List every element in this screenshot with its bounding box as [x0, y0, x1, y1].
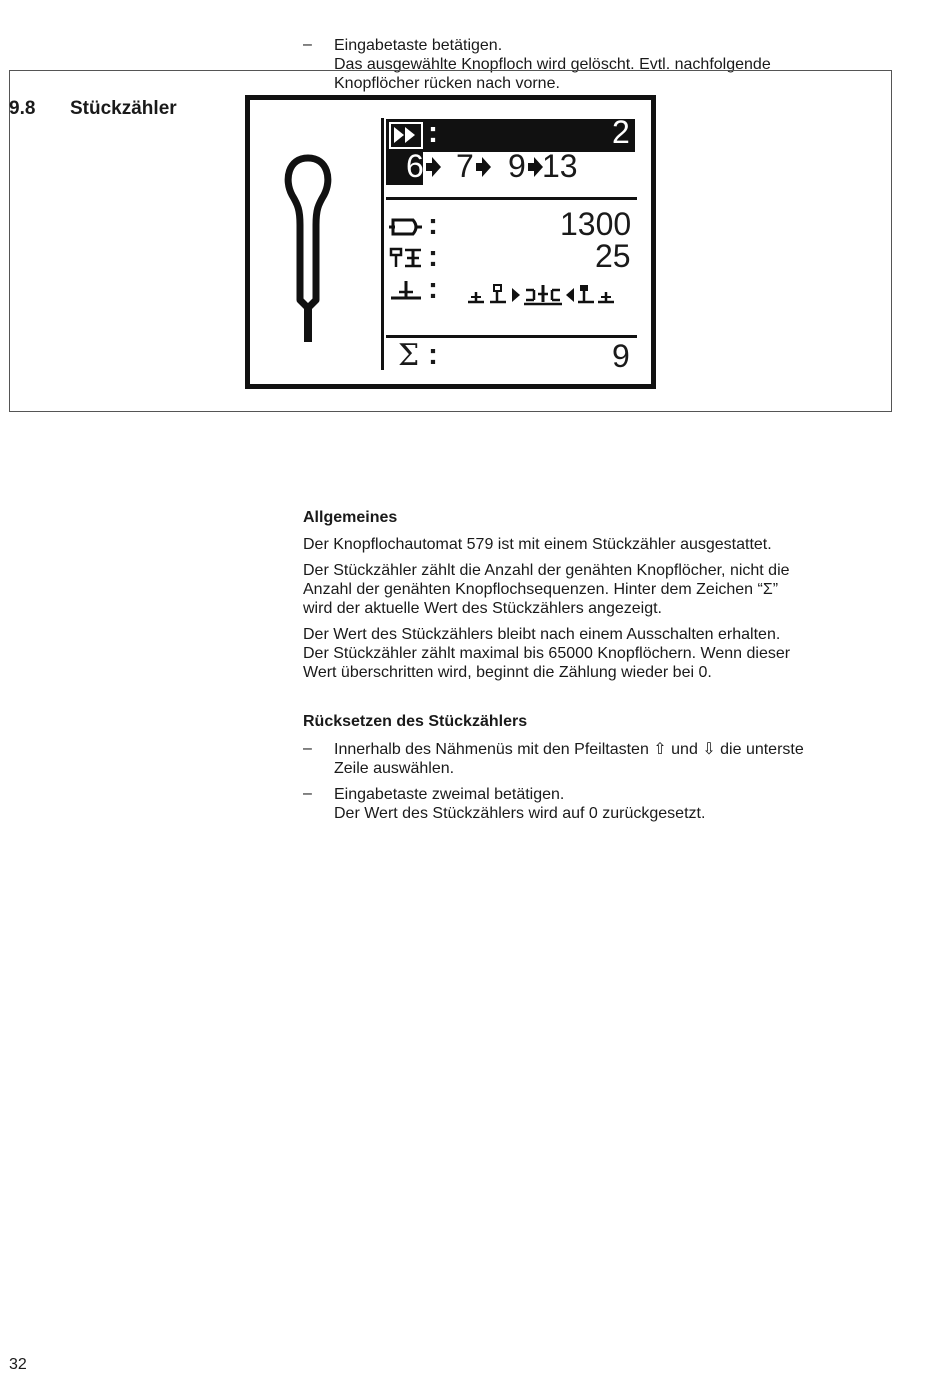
sequence-item: 9	[508, 148, 526, 184]
sequence-item: 7	[456, 148, 474, 184]
colon: :	[428, 272, 438, 305]
arrow-right-icon	[476, 156, 492, 178]
motor-speed-icon	[389, 216, 423, 238]
heading-reset: Rücksetzen des Stückzählers	[303, 713, 528, 730]
paragraph-line: wird der aktuelle Wert des Stückzählers angezeigt.	[303, 600, 662, 617]
paragraph: Der Knopflochautomat 579 ist mit einem Stückzähler ausgestattet.	[303, 536, 772, 553]
buttonhole-icon	[278, 150, 338, 345]
arrow-right-icon	[426, 156, 442, 178]
sequence-count: 2	[612, 114, 630, 150]
needle-sequence-icons	[466, 282, 616, 308]
step-line: Zeile auswählen.	[334, 760, 455, 777]
step-line: Eingabetaste zweimal betätigen.	[334, 786, 565, 803]
list-dash: –	[303, 36, 312, 53]
step-line: Innerhalb des Nähmenüs mit den Pfeiltasten ⇧ und ⇩ die unterste	[334, 741, 804, 758]
speed-value: 1300	[560, 206, 632, 242]
lcd-display	[245, 95, 656, 389]
paragraph-line: Anzahl der genähten Knopflochsequenzen. Hinter dem Zeichen “Σ”	[303, 581, 779, 598]
stitch-value: 25	[595, 238, 631, 274]
list-dash: –	[303, 785, 312, 802]
stitch-count-icon	[389, 247, 423, 269]
colon: :	[428, 240, 438, 273]
sum-value: 9	[612, 338, 630, 374]
instruction-line: Das ausgewählte Knopfloch wird gelöscht. Evtl. nachfolgende	[334, 56, 771, 73]
divider-horizontal	[386, 197, 637, 200]
list-dash: –	[303, 740, 312, 757]
sequence-icon	[389, 122, 425, 149]
paragraph-line: Wert überschritten wird, beginnt die Zählung wieder bei 0.	[303, 664, 712, 681]
page-number: 32	[9, 1356, 27, 1373]
paragraph-line: Der Stückzähler zählt die Anzahl der genähten Knopflöcher, nicht die	[303, 562, 790, 579]
section-title: Stückzähler	[70, 98, 177, 119]
reset-step-2	[334, 785, 705, 823]
instruction-line: Eingabetaste betätigen.	[334, 37, 503, 54]
sequence-item-selected: 6	[406, 148, 424, 184]
sequence-item: 13	[542, 148, 578, 184]
colon: :	[428, 116, 438, 149]
paragraph	[303, 561, 790, 618]
section-number: 9.8	[9, 98, 36, 119]
colon: :	[428, 208, 438, 241]
paragraph-line: Der Wert des Stückzählers bleibt nach einem Ausschalten erhalten.	[303, 626, 781, 643]
paragraph	[303, 625, 790, 682]
sum-symbol: Σ	[398, 338, 420, 373]
instruction-line: Knopflöcher rücken nach vorne.	[334, 75, 560, 92]
divider-horizontal	[386, 335, 637, 338]
paragraph-line: Der Stückzähler zählt maximal bis 65000 Knopflöchern. Wenn dieser	[303, 645, 791, 662]
step-line: Der Wert des Stückzählers wird auf 0 zurückgesetzt.	[334, 805, 706, 822]
divider-vertical	[381, 118, 384, 370]
heading-allgemeines: Allgemeines	[303, 509, 398, 526]
reset-step-1	[334, 740, 804, 778]
colon: :	[428, 338, 438, 371]
needle-position-icon	[389, 280, 423, 304]
